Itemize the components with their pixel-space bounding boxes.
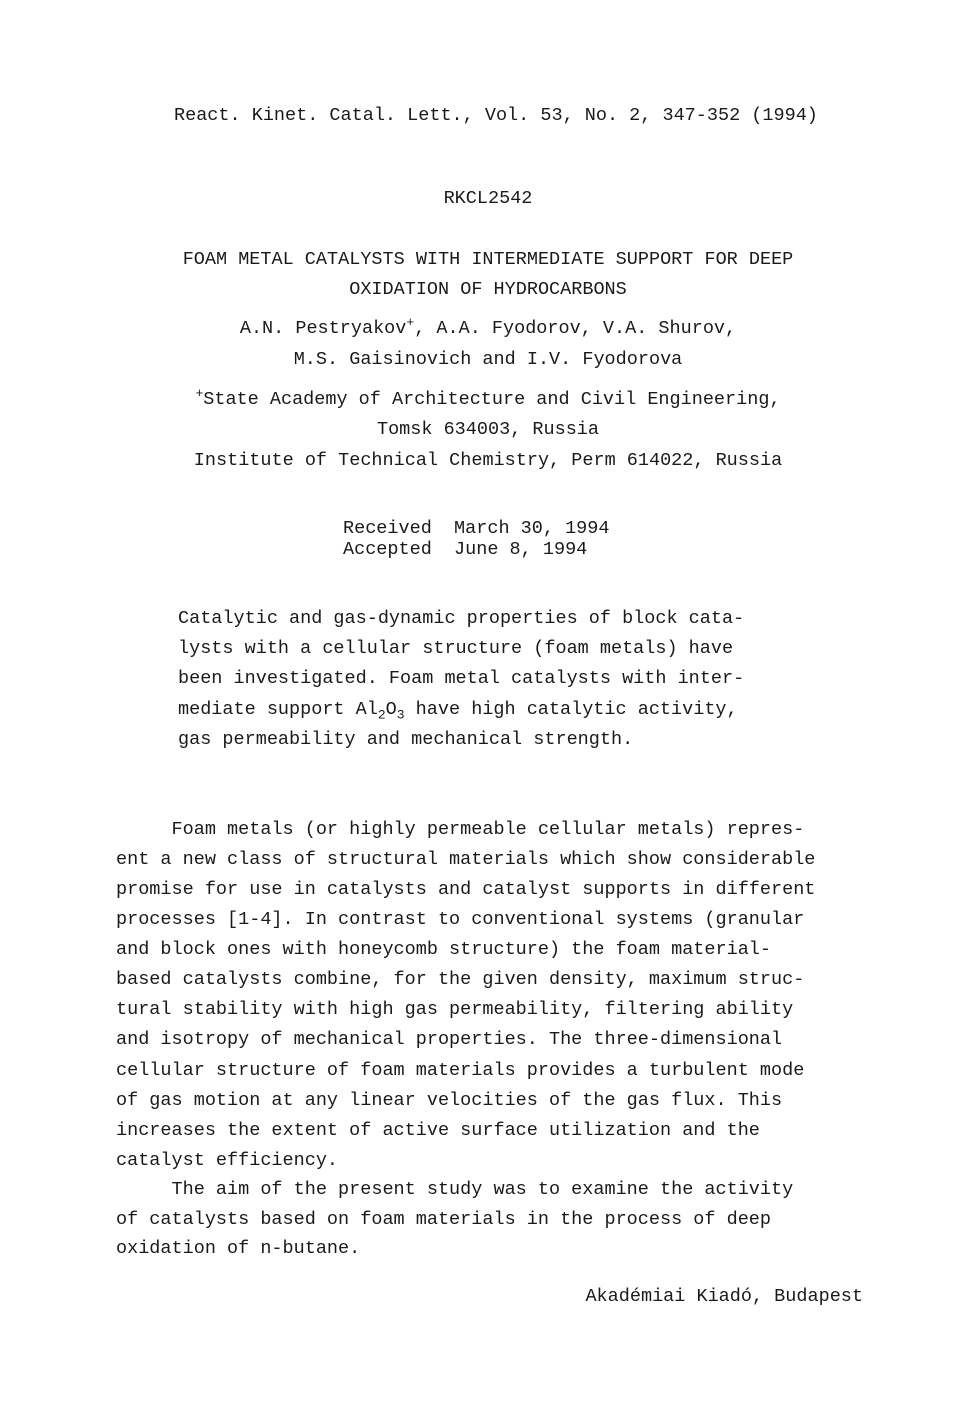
publisher: Akadémiai Kiadó, Budapest xyxy=(585,1286,863,1307)
body-line: and block ones with honeycomb structure) the foam material- xyxy=(116,939,772,960)
formula-element: O xyxy=(385,699,397,720)
formula-subscript: 3 xyxy=(396,707,405,723)
body-line: ent a new class of structural materials which show considerable xyxy=(116,849,816,870)
body-line: promise for use in catalysts and catalyst supports in different xyxy=(116,879,816,900)
abstract-text: have high catalytic activity, xyxy=(404,699,738,720)
body-line: of catalysts based on foam materials in the process of deep xyxy=(116,1209,772,1230)
body-line: based catalysts combine, for the given density, maximum struc- xyxy=(116,969,805,990)
body-line: oxidation of n-butane. xyxy=(116,1238,361,1259)
author-mark: + xyxy=(406,314,415,330)
received-date: March 30, 1994 xyxy=(454,518,610,539)
paper-code: RKCL2542 xyxy=(443,188,533,209)
author-names: , A.A. Fyodorov, V.A. Shurov, xyxy=(414,318,737,339)
abstract-line-5: gas permeability and mechanical strength. xyxy=(178,729,634,750)
body-line: of gas motion at any linear velocities of the gas flux. This xyxy=(116,1090,783,1111)
affiliation-name: State Academy of Architecture and Civil Engineering, xyxy=(203,389,781,410)
body-line: increases the extent of active surface utilization and the xyxy=(116,1120,760,1141)
authors-line-2: M.S. Gaisinovich and I.V. Fyodorova xyxy=(293,349,683,370)
body-line: Foam metals (or highly permeable cellular metals) repres- xyxy=(116,819,805,840)
affiliation-line-1 xyxy=(0,385,976,410)
dates-block xyxy=(343,518,609,560)
body-line: processes [1-4]. In contrast to conventional systems (granular xyxy=(116,909,805,930)
affiliation-mark: + xyxy=(195,385,204,401)
affiliation-line-2: Tomsk 634003, Russia xyxy=(376,419,600,440)
accepted-date: June 8, 1994 xyxy=(454,539,588,560)
body-line: tural stability with high gas permeability, filtering ability xyxy=(116,999,794,1020)
author-name: A.N. Pestryakov xyxy=(239,318,407,339)
formula-subscript: 2 xyxy=(377,707,386,723)
abstract-line-3: been investigated. Foam metal catalysts with inter- xyxy=(178,668,745,689)
body-line: The aim of the present study was to examine the activity xyxy=(116,1179,794,1200)
abstract-line-1: Catalytic and gas-dynamic properties of block cata- xyxy=(178,608,745,629)
affiliation-line-3: Institute of Technical Chemistry, Perm 614022, Russia xyxy=(193,450,783,471)
abstract-line-2: lysts with a cellular structure (foam metals) have xyxy=(178,638,734,659)
title-line-2: OXIDATION OF HYDROCARBONS xyxy=(349,279,627,300)
abstract-text: mediate support Al xyxy=(178,699,378,720)
body-line: and isotropy of mechanical properties. The three-dimensional xyxy=(116,1029,783,1050)
title-line-1: FOAM METAL CATALYSTS WITH INTERMEDIATE SUPPORT FOR DEEP xyxy=(182,249,794,270)
authors-line-1 xyxy=(0,314,976,339)
accepted-label: Accepted xyxy=(343,539,432,560)
abstract-line-4 xyxy=(178,699,738,723)
body-line: catalyst efficiency. xyxy=(116,1150,339,1171)
body-line: cellular structure of foam materials provides a turbulent mode xyxy=(116,1060,805,1081)
citation: React. Kinet. Catal. Lett., Vol. 53, No. 2, 347-352 (1994) xyxy=(174,105,818,126)
received-label: Received xyxy=(343,518,432,539)
